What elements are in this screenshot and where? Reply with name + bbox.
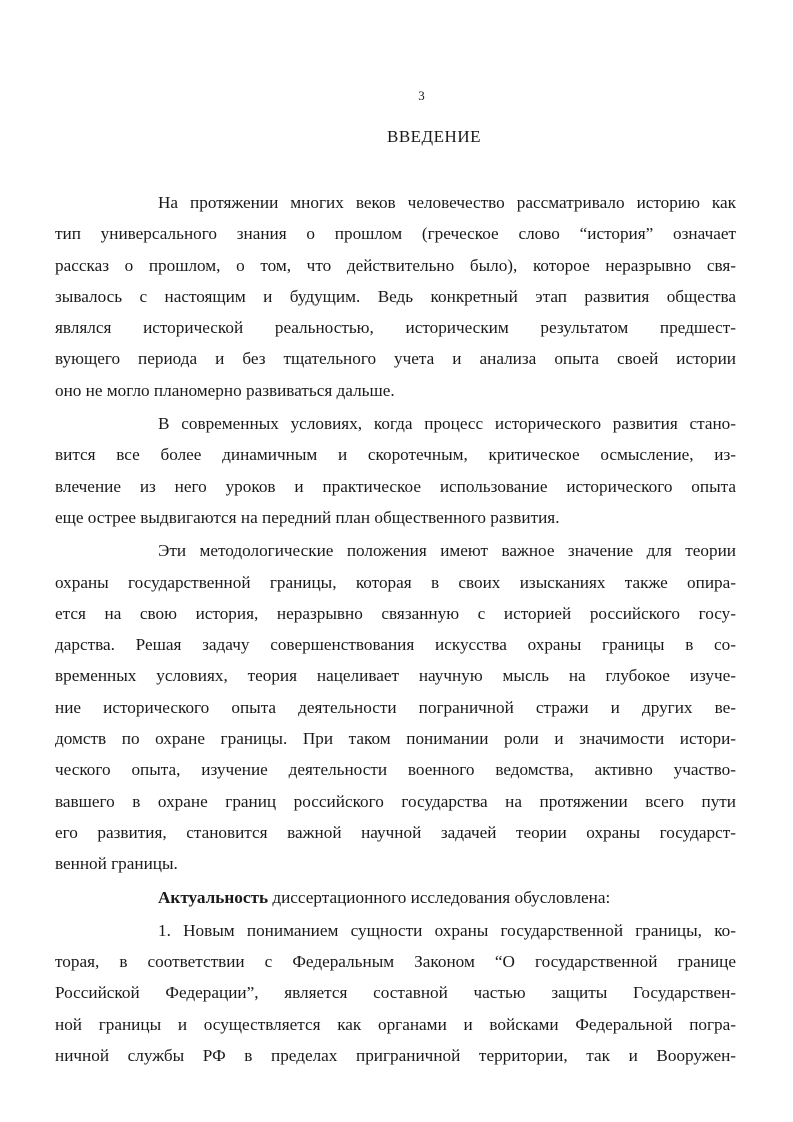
text-line: оно не могло планомерно развиваться дальше. <box>55 380 395 400</box>
text-line: временных условиях, теория нацеливает научную мысль на глубокое изуче- <box>55 666 736 686</box>
text-line: домств по охране границы. При таком понимании роли и значимости истори- <box>55 729 736 749</box>
paragraph-3 <box>55 535 736 879</box>
page-number: 3 <box>418 88 425 103</box>
text-line: зывалось с настоящим и будущим. Ведь конкретный этап развития общества <box>55 286 736 306</box>
text-line: торая, в соответствии с Федеральным Законом “О государственной границе <box>55 952 736 972</box>
text-line: вующего периода и без тщательного учета и анализа опыта своей истории <box>55 349 736 369</box>
bold-term: Актуальность <box>158 887 269 907</box>
text-run: диссертационного исследования обусловлена: <box>268 887 611 907</box>
text-line: 1. Новым пониманием сущности охраны государственной границы, ко- <box>158 920 736 940</box>
text-line: венной границы. <box>55 854 178 874</box>
paragraph-2 <box>55 408 736 533</box>
body-text <box>55 187 736 1073</box>
text-line: его развития, становится важной научной задачей теории охраны государст- <box>55 822 736 842</box>
text-line: вавшего в охране границ российского государства на протяжении всего пути <box>55 791 736 811</box>
section-heading: ВВЕДЕНИЕ <box>387 127 481 146</box>
text-line: ческого опыта, изучение деятельности военного ведомства, активно участво- <box>55 760 736 780</box>
text-line: дарства. Решая задачу совершенствования искусства охраны границы в со- <box>55 635 736 655</box>
text-line: тип универсального знания о прошлом (греческое слово “история” означает <box>55 224 736 244</box>
text-line: еще острее выдвигаются на передний план общественного развития. <box>55 507 560 527</box>
text-line: ние исторического опыта деятельности пограничной стражи и других ве- <box>55 697 736 717</box>
paragraph-1 <box>55 187 736 406</box>
text-line: ничной службы РФ в пределах приграничной территории, так и Вооружен- <box>55 1046 736 1066</box>
paragraph-5 <box>55 915 736 1071</box>
text-line: В современных условиях, когда процесс исторического развития стано- <box>158 414 736 434</box>
text-line: Эти методологические положения имеют важное значение для теории <box>158 541 736 561</box>
text-line: охраны государственной границы, которая в своих изысканиях также опира- <box>55 572 736 592</box>
text-line <box>158 882 736 913</box>
text-line: являлся исторической реальностью, историческим результатом предшест- <box>55 318 736 338</box>
text-line: вится все более динамичным и скоротечным, критическое осмысление, из- <box>55 445 736 465</box>
text-line: ется на свою история, неразрывно связанную с историей российского госу- <box>55 603 736 623</box>
text-line: Ha протяжении многих веков человечество рассматривало историю как <box>158 193 736 212</box>
paragraph-4 <box>158 882 736 913</box>
text-line: влечение из него уроков и практическое использование исторического опыта <box>55 476 736 496</box>
text-line: рассказ о прошлом, о том, что действительно было), которое неразрывно свя- <box>55 255 736 275</box>
text-line: Российской Федерации”, является составной частью защиты Государствен- <box>55 983 736 1003</box>
text-line: ной границы и осуществляется как органами и войсками Федеральной погра- <box>55 1014 736 1034</box>
